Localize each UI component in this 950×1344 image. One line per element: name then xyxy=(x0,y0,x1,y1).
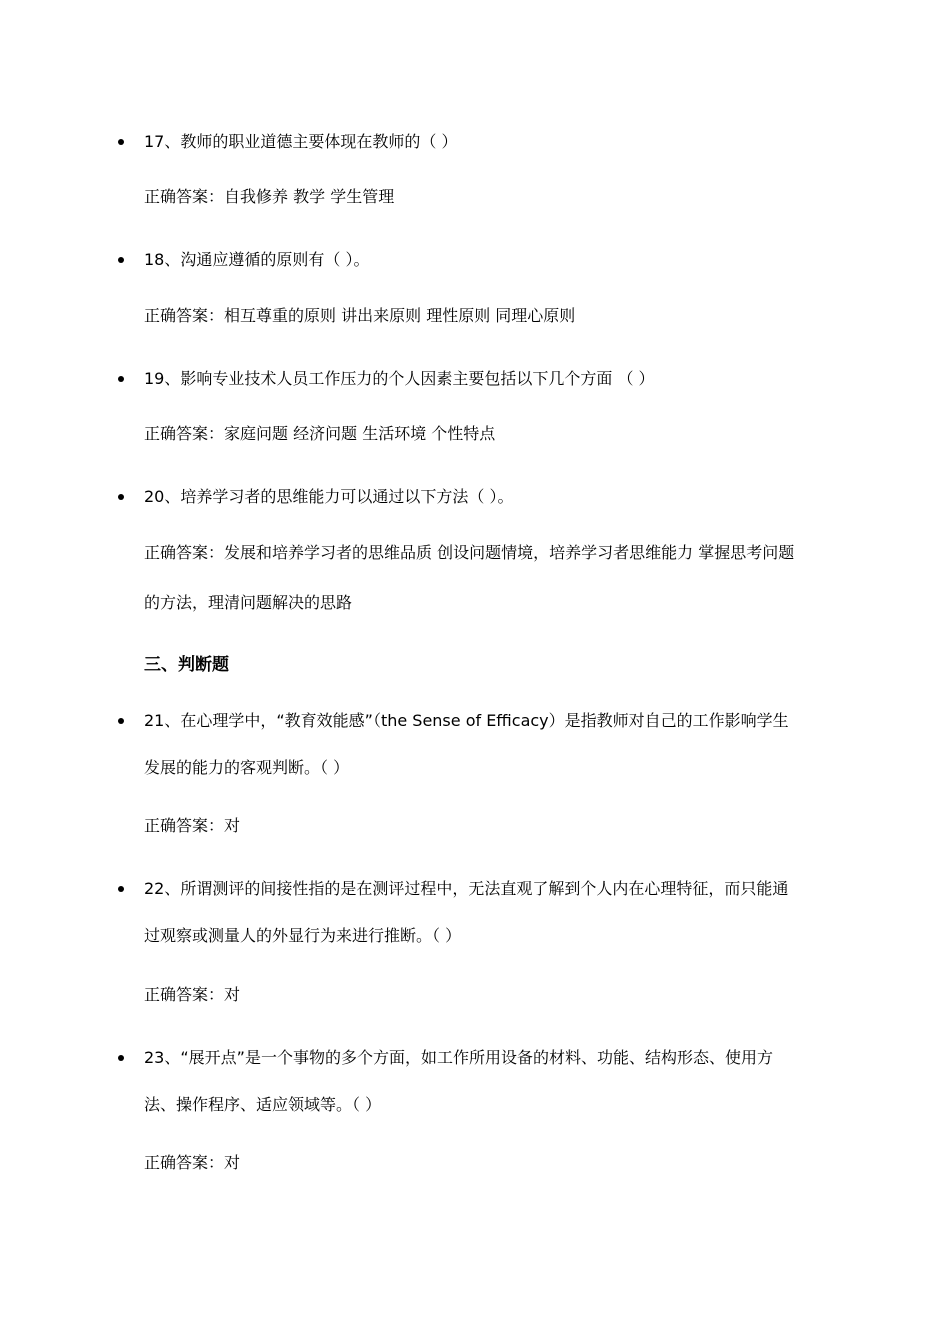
question-17-text: 17、教师的职业道德主要体现在教师的（ ） xyxy=(144,132,458,151)
answer-23 xyxy=(144,1138,804,1188)
question-23-text: 23、“展开点”是一个事物的多个方面，如工作所用设备的材料、功能、结构形态、使用方法、操作程序、适应领域等。（ ） xyxy=(144,1048,773,1114)
section-title-judgement: 三、判断题 xyxy=(144,655,229,675)
answer-18-text: 相互尊重的原则 讲出来原则 理性原则 同理心原则 xyxy=(224,306,576,325)
question-20 xyxy=(144,473,804,520)
answer-18 xyxy=(144,291,804,341)
question-21-text: 21、在心理学中，“教育效能感”（the Sense of Efficacy）是指教师对自己的工作影响学生发展的能力的客观判断。（ ） xyxy=(144,711,789,777)
question-22 xyxy=(144,865,804,959)
question-22-text: 22、所谓测评的间接性指的是在测评过程中，无法直观了解到个人内在心理特征，而只能通过观察或测量人的外显行为来进行推断。（ ） xyxy=(144,879,789,945)
answer-21-text: 对 xyxy=(224,816,241,835)
answer-19 xyxy=(144,409,804,459)
question-23 xyxy=(144,1034,804,1128)
answer-label: 正确答案： xyxy=(144,1153,225,1172)
question-19 xyxy=(144,355,804,402)
answer-21 xyxy=(144,801,804,851)
answer-20 xyxy=(144,528,804,628)
question-19-text: 19、影响专业技术人员工作压力的个人因素主要包括以下几个方面 （ ） xyxy=(144,369,655,388)
question-20-text: 20、培养学习者的思维能力可以通过以下方法（ ）。 xyxy=(144,487,514,506)
answer-label: 正确答案： xyxy=(144,306,225,325)
answer-22-text: 对 xyxy=(224,985,241,1004)
answer-17 xyxy=(144,172,804,222)
answer-label: 正确答案： xyxy=(144,985,225,1004)
answer-label: 正确答案： xyxy=(144,187,225,206)
answer-22 xyxy=(144,970,804,1020)
question-18-text: 18、沟通应遵循的原则有（ ）。 xyxy=(144,250,370,269)
answer-label: 正确答案： xyxy=(144,543,225,562)
answer-label: 正确答案： xyxy=(144,816,225,835)
answer-label: 正确答案： xyxy=(144,424,225,443)
answer-23-text: 对 xyxy=(224,1153,241,1172)
answer-19-text: 家庭问题 经济问题 生活环境 个性特点 xyxy=(224,424,496,443)
question-17 xyxy=(144,118,804,165)
question-21 xyxy=(144,697,804,791)
answer-17-text: 自我修养 教学 学生管理 xyxy=(224,187,395,206)
answer-20-text: 发展和培养学习者的思维品质 创设问题情境，培养学习者思维能力 掌握思考问题的方法，理清问题解决的思路 xyxy=(144,543,795,612)
question-18 xyxy=(144,236,804,283)
